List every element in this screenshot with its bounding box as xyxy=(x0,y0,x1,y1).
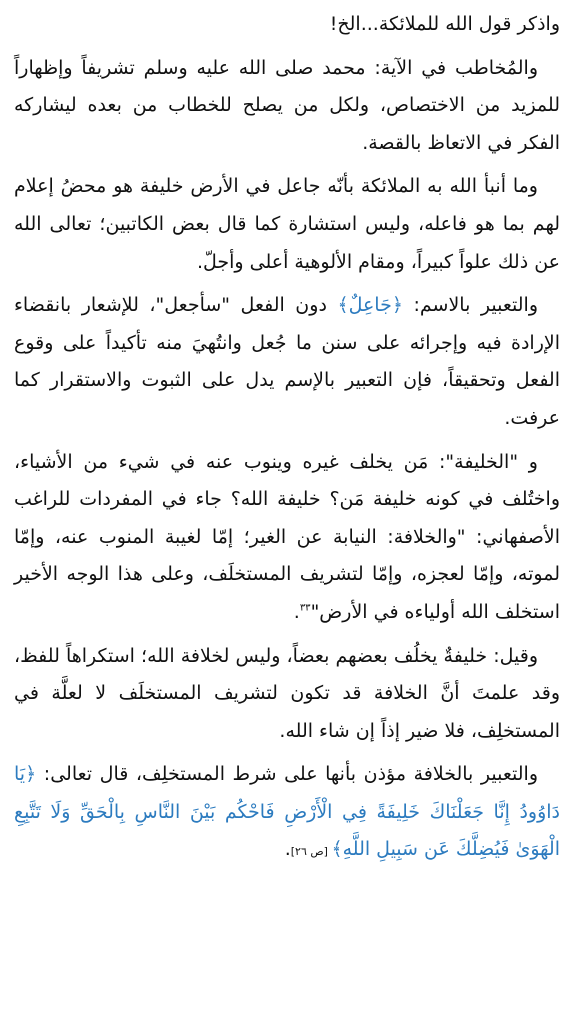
paragraph-4-text-2: دون الفعل "سأجعل"، للإشعار بانقضاء الإرادة فيه وإجرائه على سنن ما جُعل وانتُهيَ منه تأكيداً على وقوع الفعل وتحقيقاً، فإن التعبير بالإسم يدل على الثبوت والاستقرار كما عرفت. xyxy=(14,294,560,429)
paragraph-2: والمُخاطب في الآية: محمد صلى الله عليه وسلم تشريفاً وإظهاراً للمزيد من الاختصاص، ولكل من يصلح للخطاب من بعده ليشاركه الفكر في الاتعاظ بالقصة. xyxy=(14,56,560,154)
surah-reference: [ص ٢٦] xyxy=(290,845,332,859)
paragraph-5: و "الخليفة": مَن يخلف غيره وينوب عنه في شيء من الأشياء، واختُلف في كونه خليفة مَن؟ خليفة الله؟ جاء في المفردات للراغب الأصفهاني: "والخلافة: النيابة عن الغير؛ إمّا لغيبة المنوب عنه، وإمّا لموته، وإمّا لعجزه، وإمّا لتشريف المستخلَف، وعلى هذا الوجه الأخير استخلف الله أولياءه في الأرض"$^{٣٣}$. xyxy=(14,450,560,623)
paragraph-6: وقيل: خليفةٌ يخلُف بعضهم بعضاً، وليس لخلافة الله؛ استكراهاً للفظ، وقد علمتَ أنَّ الخلافة قد تكون لتشريف المستخلَف لا لعلَّة في المستخلِف، فلا ضير إذاً إن شاء الله. xyxy=(14,644,560,742)
paragraph-7-text: والتعبير بالخلافة مؤذن بأنها على شرط المستخلِف، قال تعالى: xyxy=(36,763,538,786)
paragraph-7 xyxy=(14,756,560,871)
paragraph-4-text: والتعبير بالاسم: xyxy=(402,294,538,317)
footnote-marker: ٣٣ xyxy=(299,602,311,614)
paragraph-7-end: . xyxy=(284,838,291,861)
quran-verse-sad-26: ﴿يَا دَاوُودُ إِنَّا جَعَلْنَاكَ خَلِيفَةً فِي الْأَرْضِ فَاحْكُم بَيْنَ النَّاسِ بِالْحَقِّ وَلَا تَتَّبِعِ الْهَوَىٰ فَيُضِلَّكَ عَن سَبِيلِ اللَّهِ﴾ xyxy=(14,763,560,861)
paragraph-4 xyxy=(14,287,560,437)
paragraph-3: وما أنبأ الله به الملائكة بأنّه جاعل في الأرض خليفة هو محضُ إعلام لهم بما هو فاعله، وليس استشارة كما قال بعض الكاتبين؛ تعالى الله عن ذلك علواً كبيراً، ومقام الألوهية أعلى وأجلّ. xyxy=(14,175,560,273)
paragraph-5-text: و "الخليفة": مَن يخلف غيره وينوب عنه في شيء من الأشياء، واختُلف في كونه خليفة مَن؟ خليفة الله؟ جاء في المفردات للراغب الأصفهاني: "والخلافة: النيابة عن الغير؛ إمّا لغيبة المنوب عنه، وإمّا لموته، وإمّا لعجزه، وإمّا لتشريف المستخلَف، وعلى هذا الوجه الأخير استخلف الله أولياءه في الأرض" xyxy=(14,450,560,623)
quran-word-jaail: ﴿جَاعِلٌ﴾ xyxy=(337,294,403,317)
paragraph-1: واذكر قول الله للملائكة...الخ! xyxy=(329,13,560,35)
